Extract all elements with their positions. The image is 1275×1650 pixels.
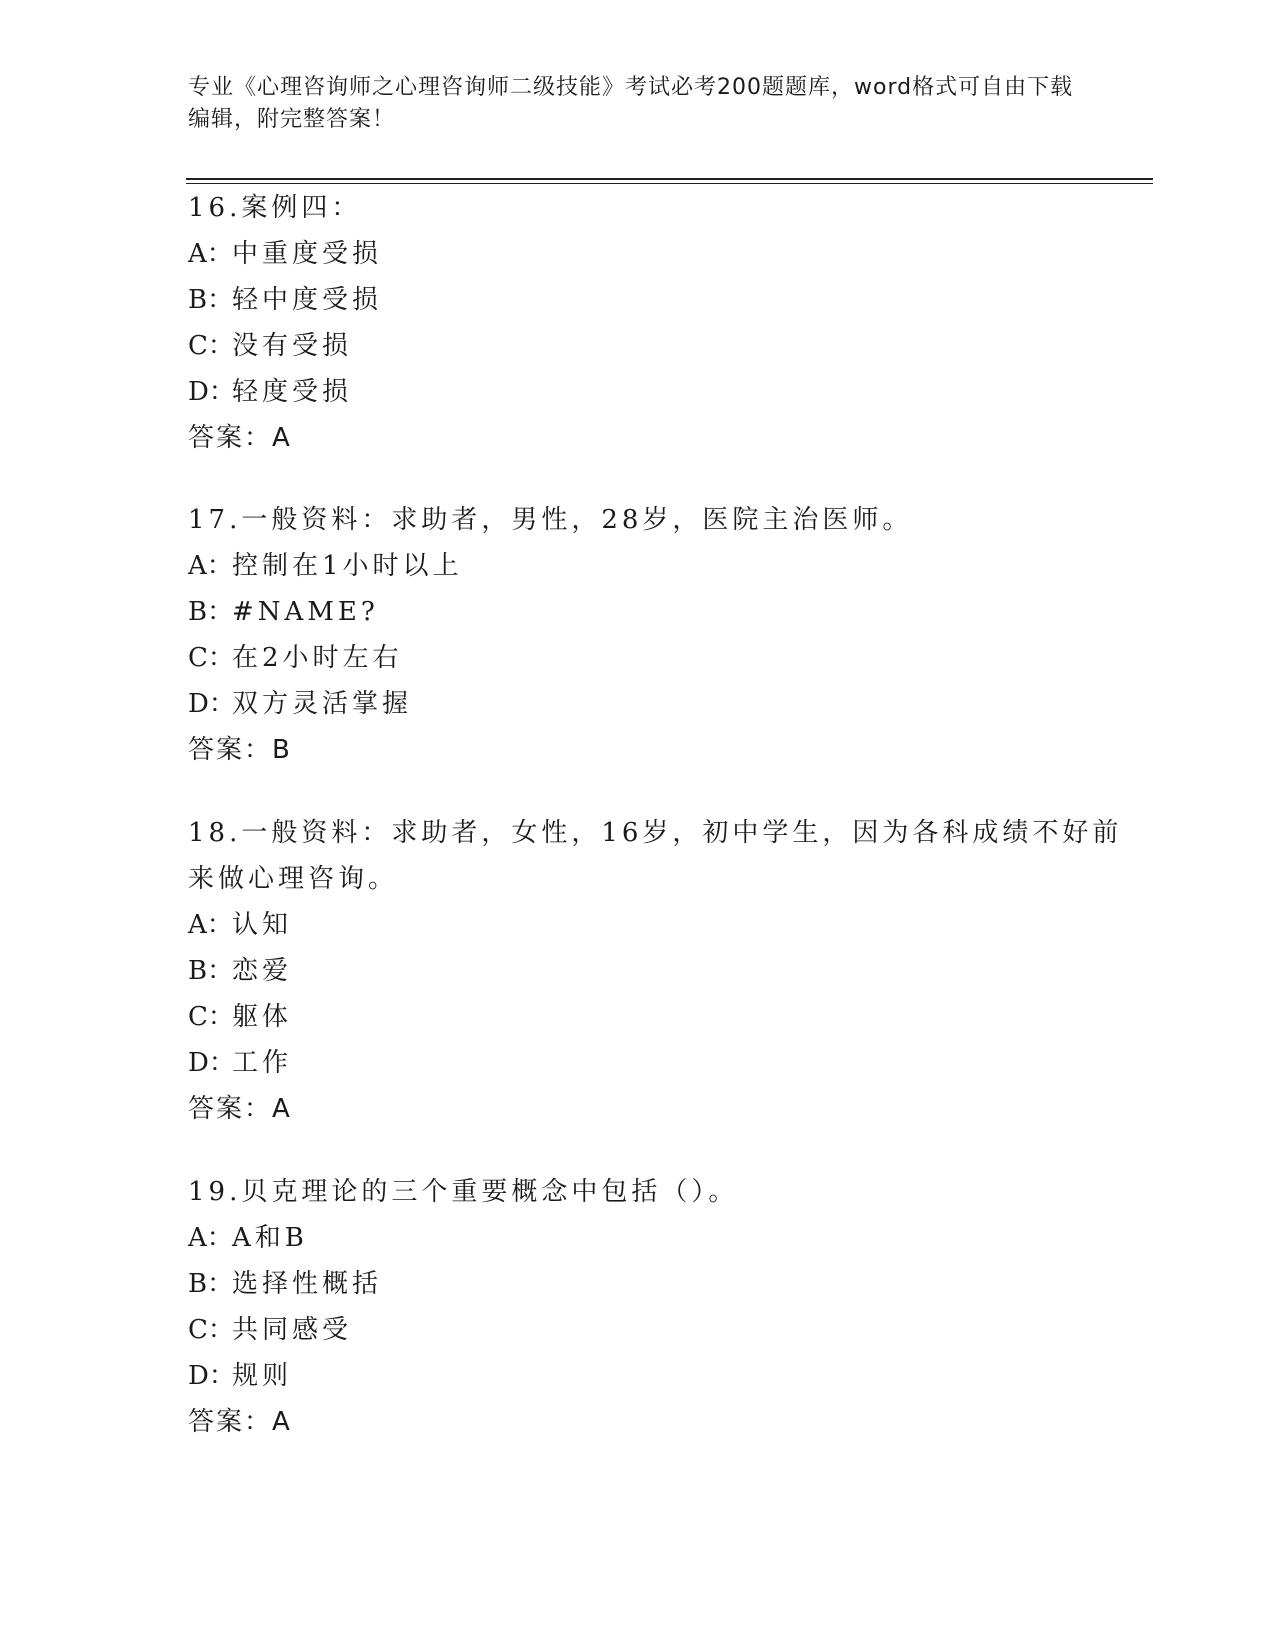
option-label: A： [188, 551, 233, 581]
page-header: 专业《心理咨询师之心理咨询师二级技能》考试必考200题题库，word格式可自由下载编辑，附完整答案！ [188, 75, 1074, 132]
option-text: 躯体 [232, 1002, 293, 1032]
option-c [188, 323, 1088, 369]
question-stem-line-1: 18.一般资料：求助者，女性，16岁，初中学生，因为各科成绩不好前 [188, 818, 1123, 848]
option-b [188, 948, 1088, 994]
question-stem: 16.案例四： [188, 193, 362, 223]
option-b [188, 589, 1088, 635]
option-d [188, 681, 1088, 727]
option-text: 工作 [232, 1048, 293, 1078]
option-text: 在2小时左右 [232, 643, 403, 673]
option-text: 规则 [232, 1361, 293, 1391]
option-label: B： [188, 1269, 234, 1299]
option-label: D： [188, 689, 235, 719]
option-label: C： [188, 1315, 234, 1345]
option-label: B： [188, 597, 234, 627]
option-a [188, 231, 1088, 277]
option-label: A： [188, 239, 233, 269]
option-text: 选择性概括 [232, 1269, 383, 1299]
question-19 [188, 1169, 1088, 1445]
option-label: B： [188, 285, 234, 315]
option-text: #NAME? [232, 597, 379, 627]
option-text: 双方灵活掌握 [232, 689, 413, 719]
option-text: 没有受损 [232, 331, 353, 361]
option-label: C： [188, 643, 234, 673]
option-b [188, 1261, 1088, 1307]
option-label: D： [188, 1361, 235, 1391]
option-d [188, 369, 1088, 415]
question-stem-line-2: 来做心理咨询。 [188, 864, 399, 894]
option-text: 控制在1小时以上 [232, 551, 463, 581]
option-c [188, 994, 1088, 1040]
answer-line: 答案：A [188, 423, 292, 453]
answer-line: 答案：B [188, 735, 292, 765]
question-stem: 17.一般资料：求助者，男性，28岁，医院主治医师。 [188, 505, 913, 535]
option-text: 轻中度受损 [232, 285, 383, 315]
question-18 [188, 810, 1123, 1132]
question-stem: 19.贝克理论的三个重要概念中包括（）。 [188, 1177, 739, 1207]
option-label: A： [188, 1223, 233, 1253]
question-16 [188, 185, 1088, 461]
question-17 [188, 497, 1088, 773]
option-label: B： [188, 956, 234, 986]
header-divider-thick [186, 178, 1153, 180]
option-label: C： [188, 331, 234, 361]
option-label: A： [188, 910, 233, 940]
option-label: D： [188, 377, 235, 407]
option-d [188, 1353, 1088, 1399]
option-c [188, 1307, 1088, 1353]
option-d [188, 1040, 1088, 1086]
option-b [188, 277, 1088, 323]
option-c [188, 635, 1088, 681]
option-text: 轻度受损 [232, 377, 353, 407]
option-text: 中重度受损 [232, 239, 383, 269]
option-text: 共同感受 [232, 1315, 353, 1345]
option-text: 认知 [232, 910, 293, 940]
option-text: A和B [232, 1223, 308, 1253]
answer-line: 答案：A [188, 1407, 292, 1437]
option-label: C： [188, 1002, 234, 1032]
option-text: 恋爱 [232, 956, 293, 986]
option-a [188, 1215, 1088, 1261]
option-a [188, 543, 1088, 589]
option-label: D： [188, 1048, 235, 1078]
header-divider-thin [186, 183, 1153, 184]
option-a [188, 902, 1088, 948]
answer-line: 答案：A [188, 1094, 292, 1124]
